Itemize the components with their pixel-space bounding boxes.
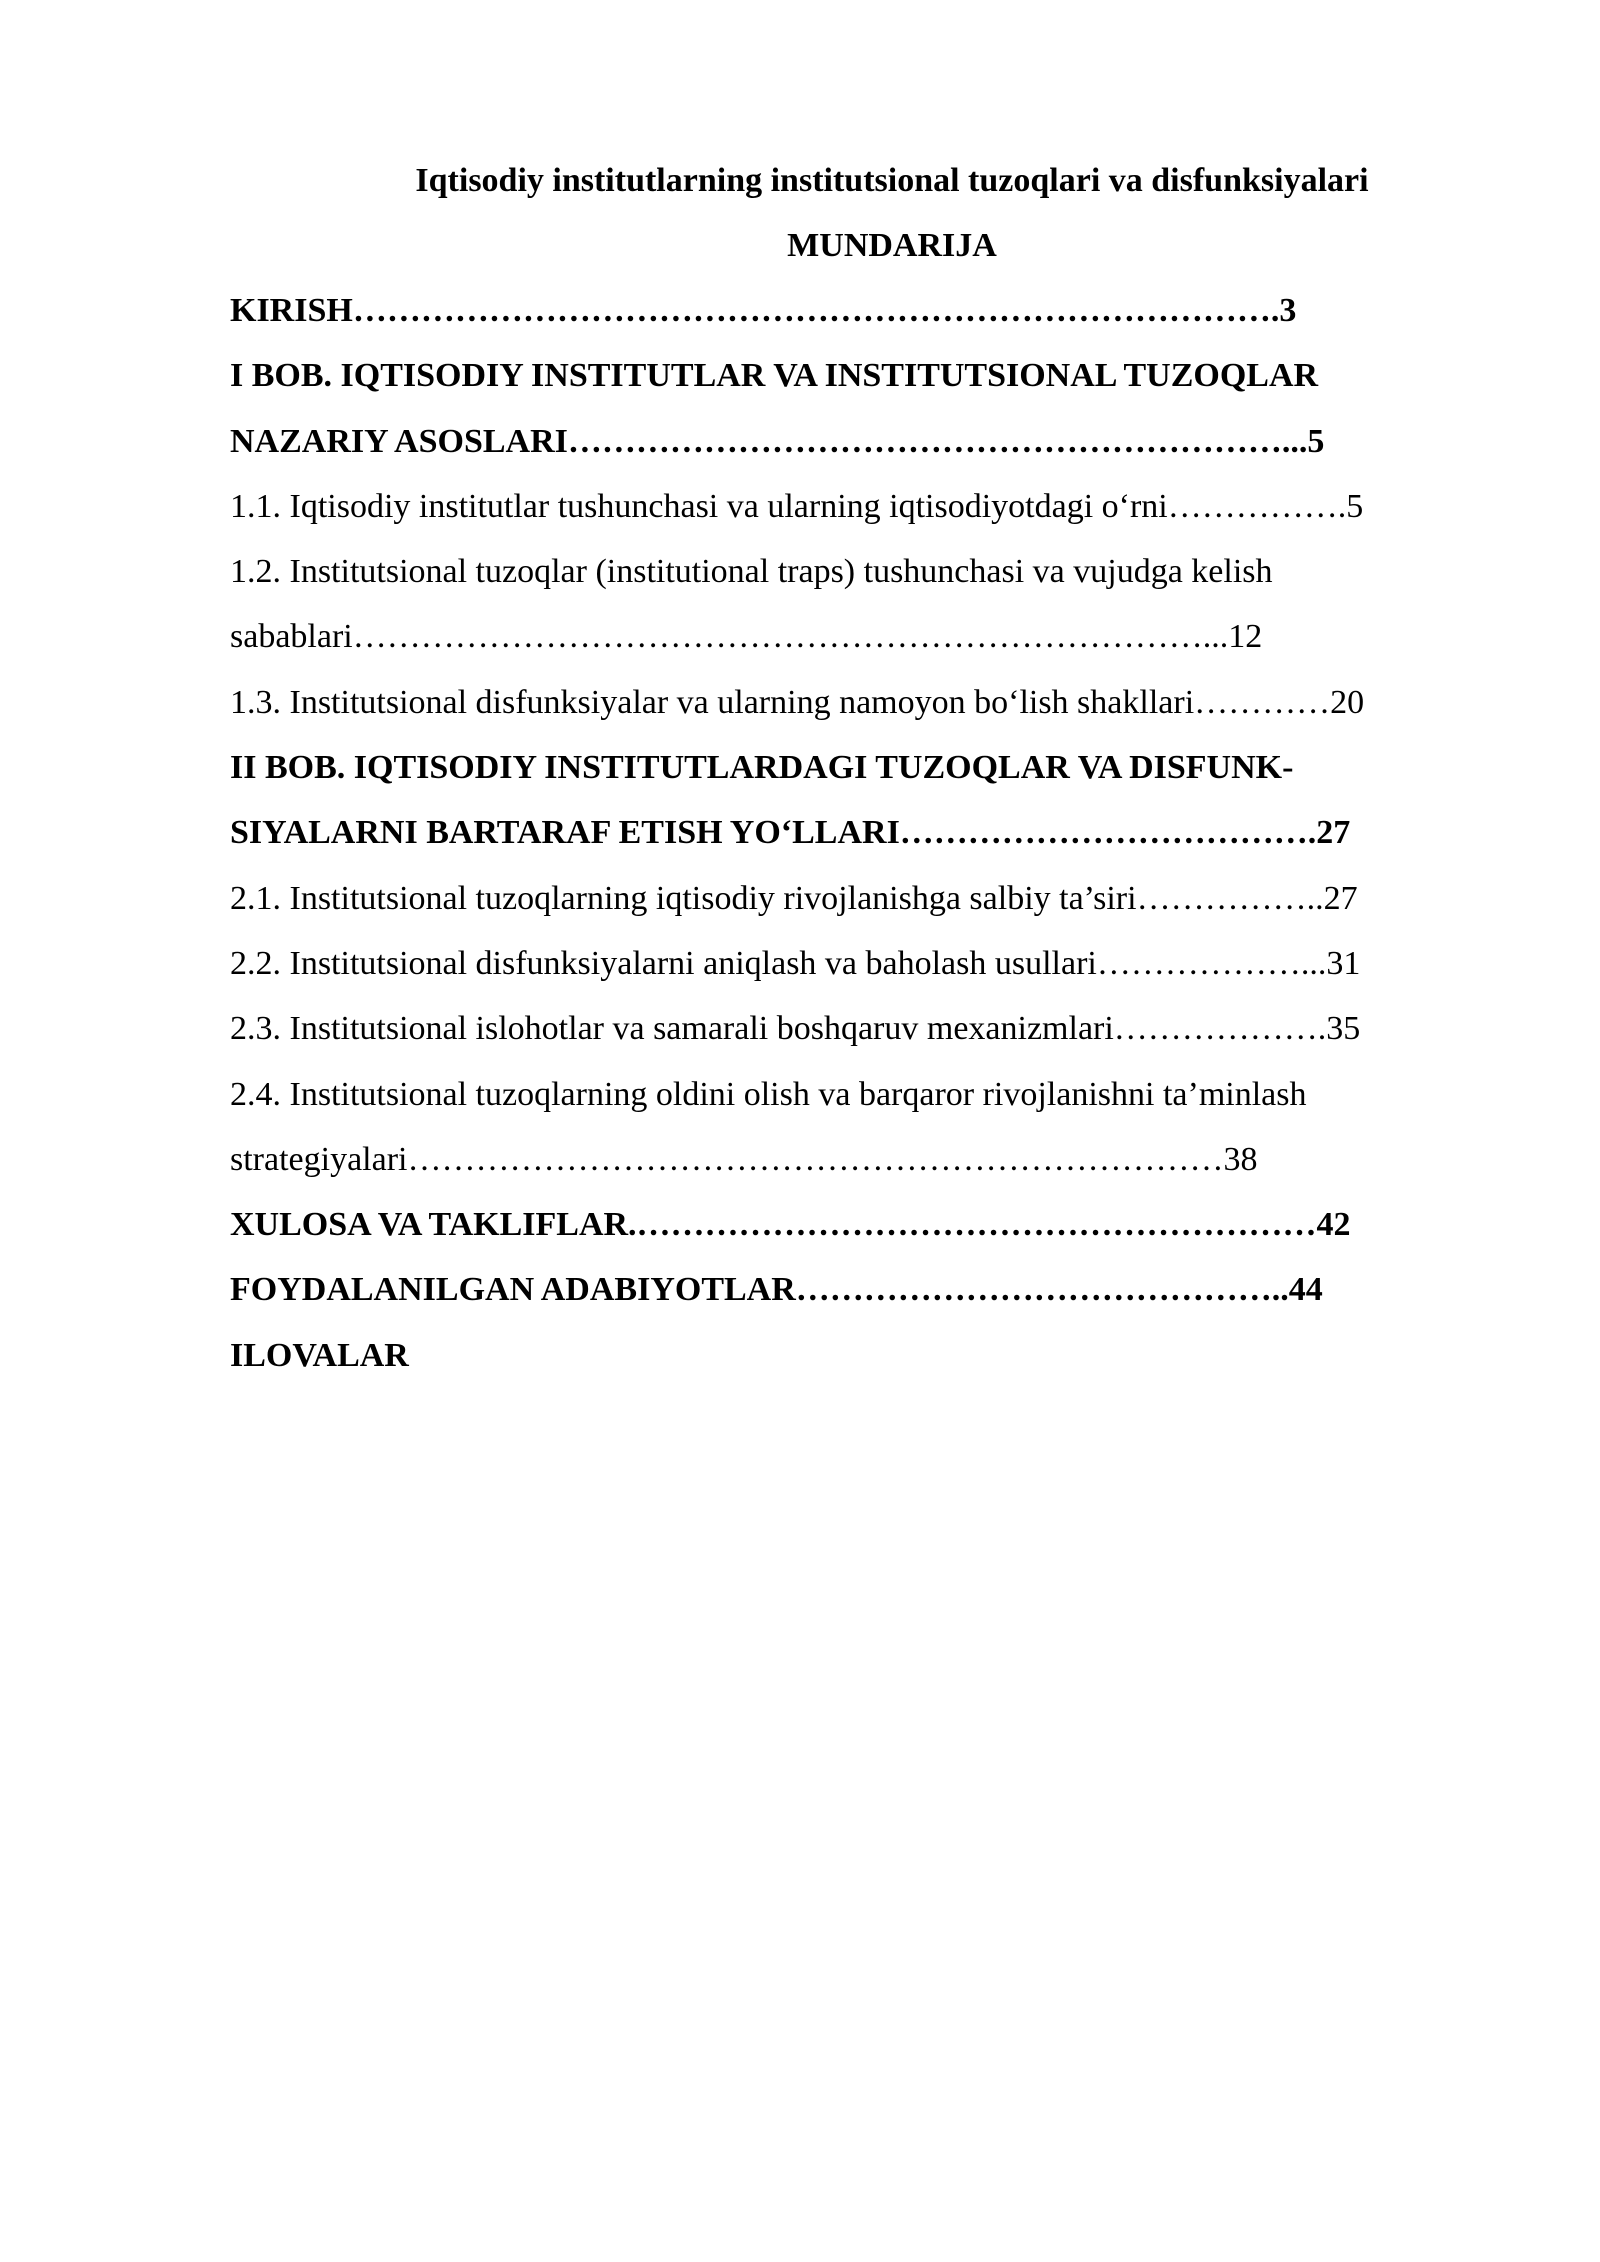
toc-line: KIRISH……………………………………………………………………….3: [230, 292, 1297, 329]
toc-line: 1.2. Institutsional tuzoqlar (institutional traps) tushunchasi va vujudga kelish: [230, 553, 1273, 591]
toc-line: 2.2. Institutsional disfunksiyalarni aniqlash va baholash usullari………………...31: [230, 944, 1361, 982]
toc-line: 2.4. Institutsional tuzoqlarning oldini olish va barqaror rivojlanishni ta’minlash: [230, 1075, 1307, 1113]
toc-line: II BOB. IQTISODIY INSTITUTLARDAGI TUZOQLAR VA DISFUNK-: [230, 749, 1294, 787]
toc-line: 1.1. Iqtisodiy institutlar tushunchasi va ularning iqtisodiyotdagi o‘rni…………….5: [230, 487, 1364, 525]
toc-line: 2.3. Institutsional islohotlar va samarali boshqaruv mexanizmlari……………….35: [230, 1010, 1361, 1048]
toc-heading: MUNDARIJA: [787, 227, 997, 264]
toc-line: XULOSA VA TAKLIFLAR.……………………………………………………42: [230, 1206, 1351, 1244]
toc-line: 2.1. Institutsional tuzoqlarning iqtisodiy rivojlanishga salbiy ta’siri……………..27: [230, 879, 1358, 917]
toc-line: SIYALARNI BARTARAF ETISH YO‘LLARI……………………………….27: [230, 814, 1351, 852]
document-title: Iqtisodiy institutlarning institutsional tuzoqlari va disfunksiyalari: [415, 162, 1369, 199]
table-of-contents: [230, 278, 1494, 1388]
toc-line: sabablari…………………………………………………………………...12: [230, 618, 1263, 656]
document-page: [230, 148, 1494, 1388]
toc-line: FOYDALANILGAN ADABIYOTLAR……………………………………..44: [230, 1271, 1323, 1309]
toc-line: strategiyalari………………………………………………………………38: [230, 1140, 1258, 1178]
toc-line: NAZARIY ASOSLARI………………………………………………………...5: [230, 422, 1325, 460]
toc-line: ILOVALAR: [230, 1336, 409, 1374]
toc-line: I BOB. IQTISODIY INSTITUTLAR VA INSTITUTSIONAL TUZOQLAR: [230, 357, 1319, 395]
toc-line: 1.3. Institutsional disfunksiyalar va ularning namoyon bo‘lish shakllari…………20: [230, 683, 1365, 721]
